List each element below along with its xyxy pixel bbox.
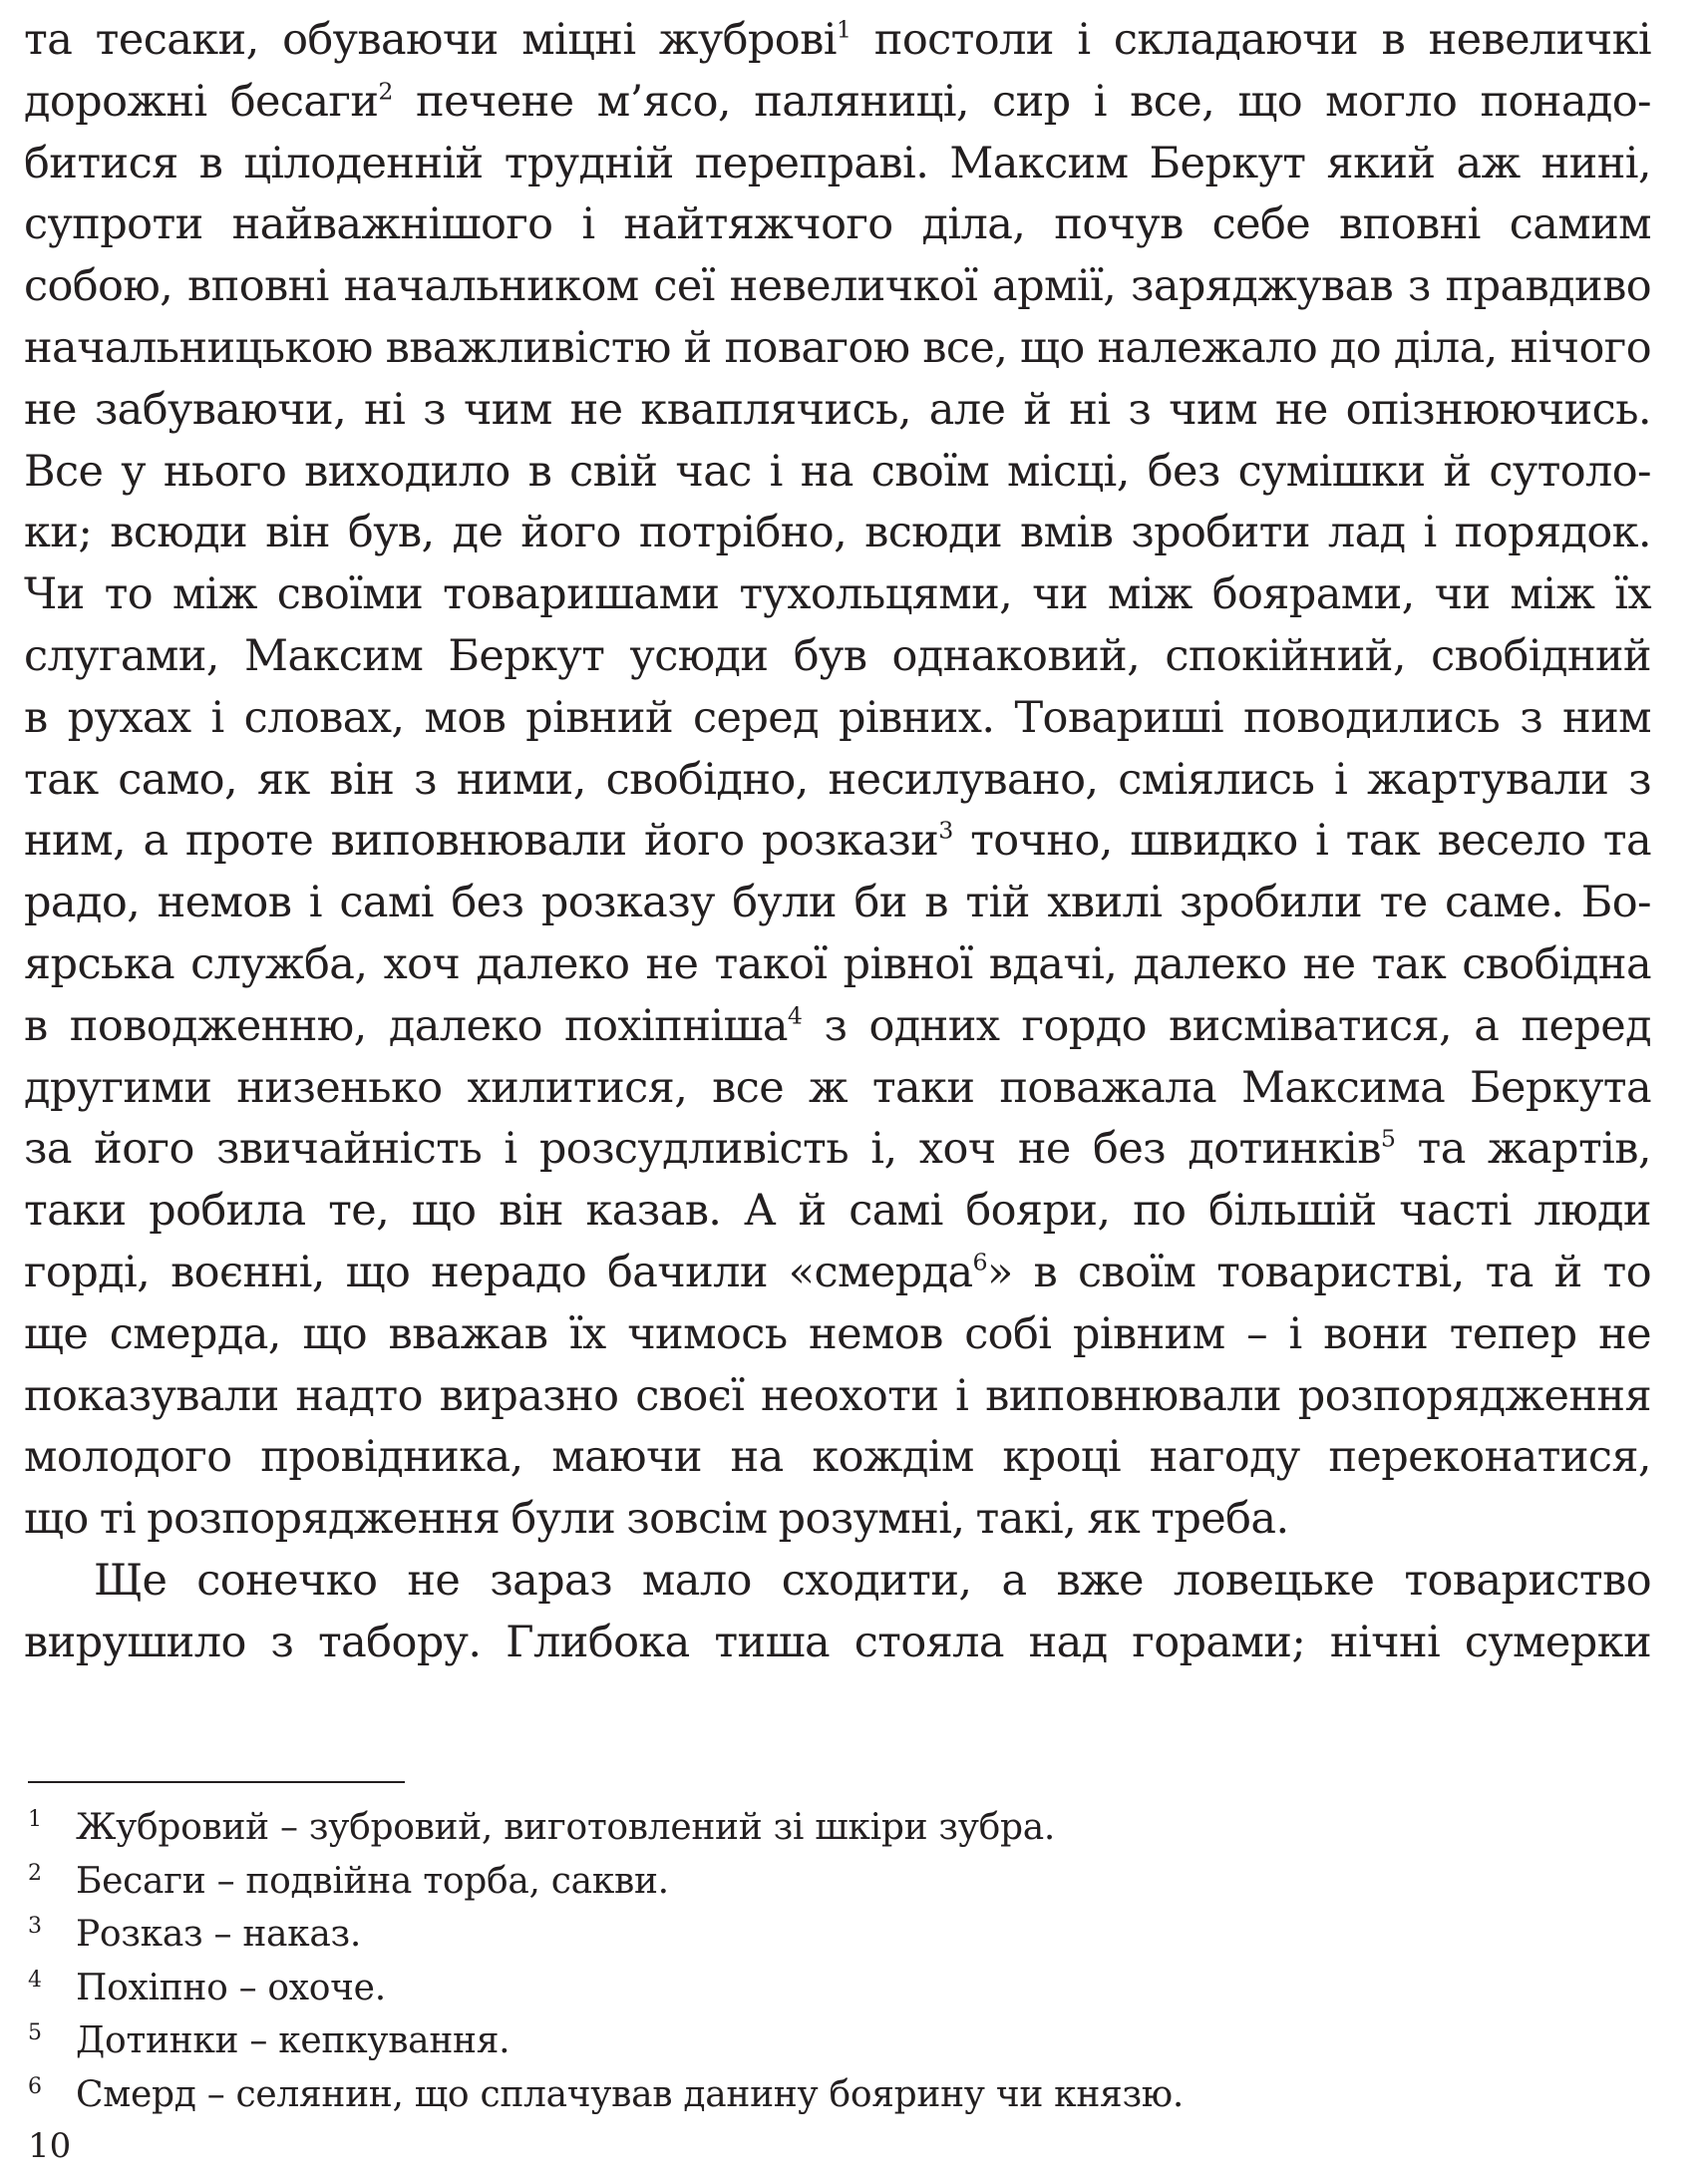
text-line [24,442,1651,504]
text-line [24,688,1651,750]
text-run: молодого провідника, маючи на кождім кроці нагоду переконатися, [24,1432,1651,1483]
text-run: в рухах і словах, мов рівний серед рівних. Товариші поводились з ним [24,692,1651,743]
text-run: показували надто виразно своєї неохоти і виповнювали розпорядження [24,1370,1651,1421]
text-line [24,996,1651,1058]
footnote-ref[interactable]: 1 [836,15,852,44]
text-run: начальницькою вважливістю й повагою все, що належало до діла, нічого [24,322,1651,373]
footnote-number: 5 [28,2020,42,2045]
paragraph-first-line [24,1551,1651,1613]
text-line [24,564,1651,626]
text-run: другими низенько хилитися, все ж таки поважала Максима Беркута [24,1062,1651,1113]
footnote-text: Смерд – селянин, що сплачував данину боярину чи князю. [76,2073,1184,2115]
footnote-ref[interactable]: 3 [938,816,953,845]
text-line [24,1058,1651,1120]
text-run: битися в цілоденній трудній переправі. Максим Беркут який аж нині, [24,138,1651,188]
text-run: вирушило з табору. Глибока тиша стояла над горами; нічні сумерки [24,1617,1651,1667]
text-line [24,1119,1651,1181]
text-run: таки робила те, що він казав. А й самі бояри, по більшій часті люди [24,1186,1651,1237]
text-line [24,72,1651,134]
text-line [24,626,1651,688]
text-line [24,811,1651,873]
text-run: ки; всюди він був, де його потрібно, всюди вмів зробити лад і порядок. [24,508,1651,558]
text-line [24,1304,1651,1366]
footnote-text: Жубровий – зубровий, виготовлений зі шкіри зубра. [76,1807,1056,1848]
text-run: » в своїм товаристві, та й то [986,1247,1651,1297]
footnote-item [28,1855,1424,1909]
footnote-number: 1 [28,1807,42,1832]
text-line [24,1366,1651,1428]
footnote-number: 3 [28,1914,42,1939]
footnote-item [28,2014,1424,2068]
text-run: Ще сонечко не зараз мало сходити, а вже ловецьке товариство [94,1555,1651,1606]
footnote-ref[interactable]: 4 [787,1001,803,1030]
text-line [24,1181,1651,1243]
text-run: горді, воєнні, що нерадо бачили «смерда [24,1247,973,1297]
text-line [24,1243,1651,1304]
text-line [24,1427,1651,1489]
text-run: в поводженню, далеко похіпніша [24,1000,788,1051]
text-line [24,256,1651,318]
text-run: Все у нього виходило в свій час і на своїм місці, без сумішки й сутоло- [24,446,1651,497]
text-run: з одних гордо висміватися, а перед [802,1000,1652,1051]
footnote-ref[interactable]: 5 [1380,1124,1396,1153]
text-line [24,380,1651,442]
footnote-separator [28,1781,405,1783]
footnote-ref[interactable]: 2 [378,77,393,106]
text-run: так само, як він з ними, свобідно, несилувано, сміялись і жартували з [24,754,1651,805]
footnote-number: 6 [28,2073,42,2099]
footnote-text: Дотинки – кепкування. [76,2020,511,2061]
footnote-item [28,1908,1424,1962]
text-run: ним, а проте виповнювали його розкази [24,816,939,867]
footnote-item [28,1962,1424,2015]
footnote-ref[interactable]: 6 [972,1248,987,1276]
main-text [24,10,1651,1674]
text-run: супроти найважнішого і найтяжчого діла, почув себе вповні самим [24,199,1651,250]
footnote-text: Бесаги – подвійна торба, сакви. [76,1860,669,1902]
footnote-item [28,2068,1424,2122]
text-run: постоли і складаючи в невеличкі [851,15,1651,65]
page-number: 10 [28,2126,72,2166]
text-line [24,934,1651,996]
text-line [24,503,1651,564]
text-run: за його звичайність і розсудливість і, хоч не без дотинків [24,1124,1381,1175]
text-run: що ті розпорядження були зовсім розумні, такі, як треба. [24,1494,1289,1545]
text-run: та жартів, [1395,1124,1651,1175]
text-run: точно, швидко і так весело та [952,816,1651,867]
footnote-text: Похіпно – охоче. [76,1967,386,2008]
text-run: ярська служба, хоч далеко не такої рівної вдачі, далеко не так свобідна [24,938,1651,989]
text-run: слугами, Максим Беркут усюди був однаковий, спокійний, свобідний [24,630,1651,681]
text-line [24,318,1651,380]
text-line [24,194,1651,256]
text-run: собою, вповні начальником сеї невеличкої армії, заряджував з правдиво [24,261,1651,312]
footnote-number: 2 [28,1860,42,1886]
text-run: ще смерда, що вважав їх чимось немов собі рівним – і вони тепер не [24,1308,1651,1359]
text-line [24,750,1651,812]
text-line [24,10,1651,72]
footnotes [28,1801,1424,2121]
paragraph-last-line [24,1489,1651,1551]
text-run: Чи то між своїми товаришами тухольцями, чи між боярами, чи між їх [24,569,1651,620]
text-line [24,1613,1651,1674]
footnote-text: Розказ – наказ. [76,1914,362,1955]
text-run: та тесаки, обуваючи міцні жуброві [24,15,837,65]
footnote-item [28,1801,1424,1855]
text-run: не забуваючи, ні з чим не кваплячись, але й ні з чим не опізнюючись. [24,384,1651,435]
footnote-number: 4 [28,1967,42,1993]
text-run: печене м’ясо, паляниці, сир і все, що могло понадо- [392,76,1651,127]
text-line [24,134,1651,195]
text-run: дорожні бесаги [24,76,379,127]
text-run: радо, немов і самі без розказу були би в тій хвилі зробили те саме. Бо- [24,878,1651,928]
text-line [24,873,1651,934]
